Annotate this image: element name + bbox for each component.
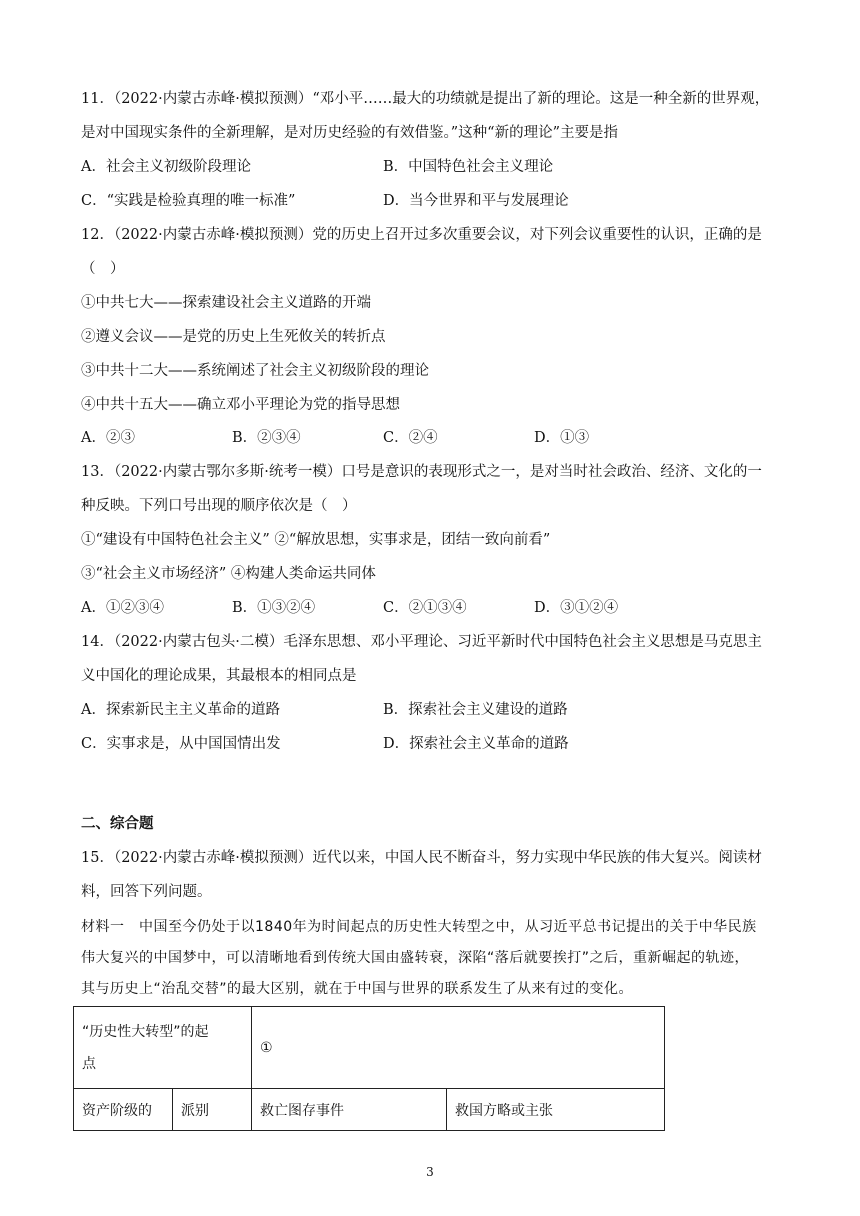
q11-line-2: 是对中国现实条件的全新理解，是对历史经验的有效借鉴。”这种“新的理论”主要是指 bbox=[81, 125, 618, 141]
q15-line-1: 15．（2022·内蒙古赤峰·模拟预测）近代以来，中国人民不断奋斗，努力实现中华民族的伟大复兴。阅读材 bbox=[81, 850, 762, 866]
section-heading: 二、综合题 bbox=[81, 815, 154, 832]
q14-option-a: A．探索新民主主义革命的道路 bbox=[81, 702, 280, 718]
table-header-strategy: 救国方略或主张 bbox=[447, 1089, 665, 1131]
material-line-1: 材料一 中国至今仍处于以1840年为时间起点的历史性大转型之中，从习近平总书记提出的关于中华民族 bbox=[81, 919, 757, 935]
q12-item-1: ①中共七大——探索建设社会主义道路的开端 bbox=[81, 295, 371, 311]
q13-line-4: ③“社会主义市场经济” ④构建人类命运共同体 bbox=[81, 566, 376, 582]
q14-option-d: D．探索社会主义革命的道路 bbox=[383, 736, 569, 752]
q15-line-2: 料，回答下列问题。 bbox=[81, 884, 212, 900]
q11-option-c: C．“实践是检验真理的唯一标准” bbox=[81, 193, 296, 209]
q13-option-b: B．①③②④ bbox=[232, 600, 316, 616]
q12-option-a: A．②③ bbox=[81, 430, 135, 446]
table-header-class: 资产阶级的 bbox=[74, 1089, 173, 1131]
q14-line-1: 14．（2022·内蒙古包头·二模）毛泽东思想、邓小平理论、习近平新时代中国特色社会主义思想是马克思主 bbox=[81, 634, 762, 650]
q13-line-2: 种反映。下列口号出现的顺序依次是（ ） bbox=[81, 498, 357, 514]
q14-line-2: 义中国化的理论成果，其最根本的相同点是 bbox=[81, 668, 357, 684]
q13-option-a: A．①②③④ bbox=[81, 600, 164, 616]
q12-line-1: 12．（2022·内蒙古赤峰·模拟预测）党的历史上召开过多次重要会议，对下列会议重要性的认识，正确的是 bbox=[81, 227, 762, 243]
table-cell-start-value: ① bbox=[252, 1007, 665, 1089]
q14-option-c: C．实事求是，从中国国情出发 bbox=[81, 736, 281, 752]
q14-option-b: B．探索社会主义建设的道路 bbox=[383, 702, 568, 718]
table-label-line-2: 点 bbox=[82, 1055, 96, 1072]
material-line-3: 其与历史上“治乱交替”的最大区别，就在于中国与世界的联系发生了从来有过的变化。 bbox=[81, 981, 634, 997]
q13-option-d: D．③①②④ bbox=[534, 600, 619, 616]
page-number: 3 bbox=[426, 1165, 434, 1179]
q11-option-d: D．当今世界和平与发展理论 bbox=[383, 193, 569, 209]
table-cell-start-label bbox=[74, 1007, 252, 1089]
q12-option-c: C．②④ bbox=[383, 430, 438, 446]
q12-item-4: ④中共十五大——确立邓小平理论为党的指导思想 bbox=[81, 397, 400, 413]
q11-option-a: A．社会主义初级阶段理论 bbox=[81, 159, 251, 175]
q13-option-c: C．②①③④ bbox=[383, 600, 467, 616]
q12-item-2: ②遵义会议——是党的历史上生死攸关的转折点 bbox=[81, 329, 386, 345]
q13-line-3: ①“建设有中国特色社会主义” ②“解放思想，实事求是，团结一致向前看” bbox=[81, 532, 551, 548]
q12-option-b: B．②③④ bbox=[232, 430, 301, 446]
q12-item-3: ③中共十二大——系统阐述了社会主义初级阶段的理论 bbox=[81, 363, 429, 379]
q11-line-1: 11．（2022·内蒙古赤峰·模拟预测）“邓小平……最大的功绩就是提出了新的理论。这是一种全新的世界观， bbox=[81, 91, 770, 107]
material-table bbox=[73, 1006, 665, 1131]
table-label-line-1: “历史性大转型”的起 bbox=[82, 1023, 209, 1040]
q12-line-2: （ ） bbox=[81, 261, 125, 277]
material-line-2: 伟大复兴的中国梦中，可以清晰地看到传统大国由盛转衰，深陷“落后就要挨打”之后，重新崛起的轨迹， bbox=[81, 950, 750, 966]
table-header-event: 救亡图存事件 bbox=[252, 1089, 447, 1131]
q13-line-1: 13．（2022·内蒙古鄂尔多斯·统考一模）口号是意识的表现形式之一，是对当时社会政治、经济、文化的一 bbox=[81, 464, 762, 480]
q11-option-b: B．中国特色社会主义理论 bbox=[383, 159, 554, 175]
q12-option-d: D．①③ bbox=[534, 430, 590, 446]
table-header-faction: 派别 bbox=[173, 1089, 252, 1131]
